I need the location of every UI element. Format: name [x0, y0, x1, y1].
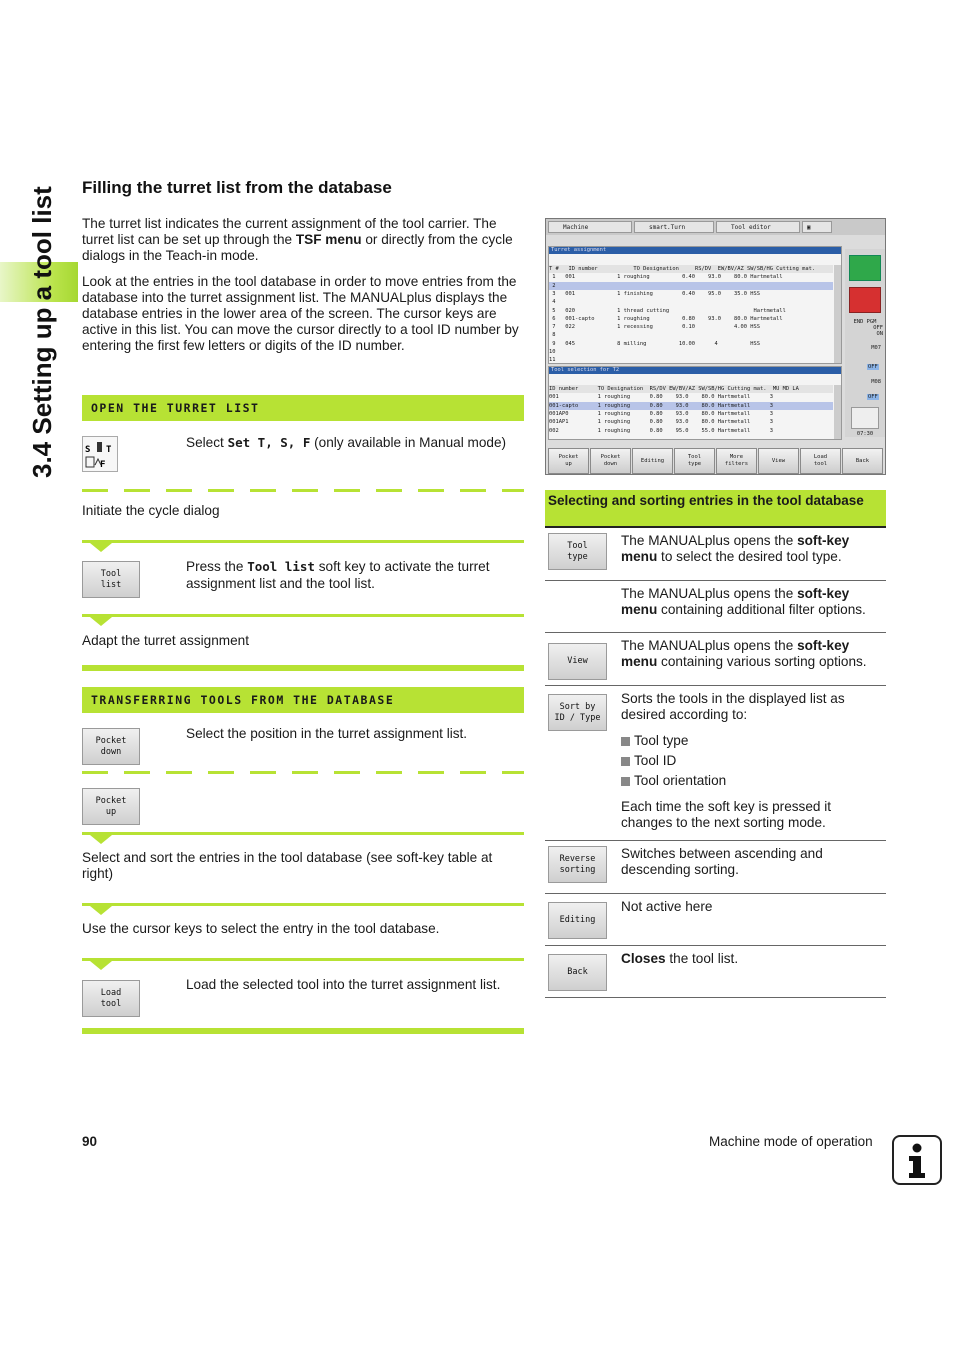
pocket-up-softkey[interactable]: Pocket up — [82, 788, 140, 825]
tool-selection-title: Tool selection for T2 — [549, 367, 841, 374]
tool-list-softkey[interactable]: Tool list — [82, 561, 140, 598]
tool-type-softkey[interactable]: Tool type — [674, 448, 715, 474]
table-row[interactable]: 3 001 1 finishing 0.40 95.0 35.0 HSS — [549, 290, 760, 297]
back-softkey[interactable]: Back — [842, 448, 883, 474]
set-tsf-icon — [82, 436, 118, 472]
cycle-stop-icon[interactable] — [849, 287, 881, 313]
dashed-divider — [82, 489, 524, 492]
row-description: The MANUALplus opens the soft-key menu to select the desired tool type. — [621, 533, 850, 564]
row-description: The MANUALplus opens the soft-key menu containing additional filter options. — [621, 586, 866, 617]
load-tool-softkey[interactable]: Load tool — [800, 448, 841, 474]
table-row[interactable]: 11 — [549, 357, 556, 364]
dashed-divider — [82, 771, 524, 774]
end-pgm-off[interactable]: OFF — [873, 325, 883, 331]
m07-label: M07 — [871, 345, 881, 351]
step-divider — [82, 614, 524, 617]
table-row — [545, 581, 886, 633]
table-row[interactable]: 001 1 roughing 0.80 93.0 80.0 Hartmetall 3 — [549, 394, 773, 401]
table-row[interactable]: 6 001-capto 1 roughing 0.80 93.0 80.0 Hartmetall — [549, 315, 783, 322]
tab-machine[interactable]: Machine — [548, 221, 632, 233]
svg-text:T: T — [106, 445, 112, 455]
view-softkey[interactable]: View — [758, 448, 799, 474]
reverse-sorting-softkey[interactable]: Reverse sorting — [548, 846, 607, 883]
open-step-select-tsf: Select Set T, S, F (only available in Manual mode) — [186, 435, 507, 450]
list-item: Tool ID — [621, 753, 885, 769]
page-number: 90 — [82, 1134, 98, 1149]
table-row[interactable]: 001-capto 1 roughing 0.80 93.0 80.0 Hartmetall 3 — [549, 402, 833, 410]
open-step-adapt: Adapt the turret assignment — [82, 633, 249, 648]
info-icon — [892, 1135, 942, 1185]
turret-assignment-panel — [548, 246, 842, 364]
step-divider — [82, 832, 524, 835]
svg-text:S: S — [85, 445, 91, 455]
tool-orientation-icon — [851, 407, 879, 429]
table-row[interactable]: 7 022 1 recessing 0.10 4.00 HSS — [549, 324, 760, 331]
step-arrow-icon — [90, 961, 112, 970]
m08-label: M08 — [871, 379, 881, 385]
table-row[interactable]: 10 — [549, 349, 556, 355]
softkey-bar — [548, 448, 885, 474]
step-arrow-icon — [90, 543, 112, 552]
row-description: Switches between ascending and descending sorting. — [621, 846, 823, 877]
tool-selection-panel — [548, 366, 842, 440]
table-row[interactable]: 001AP1 1 roughing 0.80 93.0 80.0 Hartmetall 3 — [549, 419, 773, 426]
table-row[interactable]: 001AP0 1 roughing 0.80 93.0 80.0 Hartmetall 3 — [549, 410, 773, 417]
m08-off[interactable]: OFF — [868, 394, 878, 400]
table-row — [545, 633, 886, 686]
table-row[interactable]: 2 — [549, 282, 833, 290]
open-step-initiate: Initiate the cycle dialog — [82, 503, 220, 518]
turret-panel-title: Turret assignment — [549, 247, 841, 254]
intro-paragraph-1: The turret list indicates the current assignment of the tool carrier. The turret list can be set up through the TSF menu or directly from the cycle dialogs in the Teach-in mode. — [82, 216, 513, 263]
step-divider — [82, 958, 524, 961]
editing-softkey[interactable]: Editing — [548, 902, 607, 939]
list-item: Tool orientation — [621, 773, 885, 789]
turret-column-headers: T # ID number TO Designation RS/DV EW/BV/AZ SW/SB/HG Cutting mat. — [549, 265, 833, 273]
row-description: Closes the tool list. — [621, 951, 739, 966]
table-row — [545, 686, 886, 841]
back-softkey[interactable]: Back — [548, 954, 607, 991]
svg-text:F: F — [100, 460, 106, 470]
machine-status-panel — [845, 249, 885, 437]
m07-off[interactable]: OFF — [868, 364, 878, 370]
db-scrollbar[interactable] — [834, 385, 841, 439]
section-end-bar — [82, 665, 524, 671]
transfer-step-select-position: Select the position in the turret assignment list. — [186, 726, 468, 741]
end-pgm-on[interactable]: ON — [876, 331, 883, 337]
table-row[interactable]: 5 020 1 thread cutting Hartmetall — [549, 307, 786, 314]
row-description: The MANUALplus opens the soft-key menu containing various sorting options. — [621, 638, 867, 669]
table-row[interactable]: 9 045 8 milling 10.00 4 HSS — [549, 340, 760, 347]
transfer-step-cursor: Use the cursor keys to select the entry in the tool database. — [82, 921, 440, 936]
softkey-table-title: Selecting and sorting entries in the tool database — [545, 490, 886, 528]
table-row — [545, 946, 886, 998]
open-turret-heading: OPEN THE TURRET LIST — [82, 395, 524, 421]
step-arrow-icon — [90, 835, 112, 844]
transfer-step-sort: Select and sort the entries in the tool database (see soft-key table at right) — [82, 850, 493, 881]
more-filters-softkey[interactable]: More filters — [716, 448, 757, 474]
section-end-bar — [82, 1028, 524, 1034]
mode-tabs — [546, 219, 886, 235]
step-arrow-icon — [90, 906, 112, 915]
db-column-headers: ID number TO Designation RS/DV EW/BV/AZ SW/SB/HG Cutting mat. MU MD LA — [549, 385, 833, 393]
cycle-start-icon[interactable] — [849, 255, 881, 281]
editing-softkey[interactable]: Editing — [632, 448, 673, 474]
tab-tool-editor[interactable]: Tool editor — [716, 221, 800, 233]
table-row[interactable]: 002 1 roughing 0.80 95.0 55.0 Hartmetall 3 — [549, 427, 773, 434]
clipboard-row — [549, 255, 833, 263]
sort-by-softkey[interactable]: Sort by ID / Type — [548, 694, 607, 731]
transfer-step-load: Load the selected tool into the turret assignment list. — [186, 977, 501, 992]
row-description: Sorts the tools in the displayed list as desired according to: Tool type Tool ID Tool orientation Each time the soft key is pressed it changes to the next sorting mode. — [621, 691, 885, 831]
pocket-up-softkey[interactable]: Pocket up — [548, 448, 589, 474]
table-row — [545, 841, 886, 894]
page-heading: Filling the turret list from the database — [82, 178, 392, 197]
step-divider — [82, 903, 524, 906]
manualplus-screenshot — [545, 218, 886, 475]
tool-type-softkey[interactable]: Tool type — [548, 533, 607, 570]
pocket-down-softkey[interactable]: Pocket down — [82, 728, 140, 765]
section-tab-title: 3.4 Setting up a tool list — [27, 186, 57, 478]
save-icon[interactable]: ▣ — [802, 221, 832, 233]
table-row — [545, 528, 886, 581]
view-softkey[interactable]: View — [548, 643, 607, 680]
open-step-press-tool-list: Press the Tool list soft key to activate the turret assignment list and the tool list. — [186, 559, 490, 591]
row-description: Not active here — [621, 899, 713, 914]
table-row[interactable]: 1 001 1 roughing 0.40 93.0 80.0 Hartmetall — [549, 274, 783, 281]
step-arrow-icon — [90, 617, 112, 626]
step-divider — [82, 540, 524, 543]
table-row[interactable]: 4 — [549, 299, 556, 306]
turret-scrollbar[interactable] — [834, 265, 841, 363]
chapter-title: Machine mode of operation — [709, 1134, 873, 1149]
tab-smart-turn[interactable]: smart.Turn — [634, 221, 714, 233]
clock-label: 07:30 — [856, 431, 874, 437]
transfer-heading: TRANSFERRING TOOLS FROM THE DATABASE — [82, 687, 524, 713]
list-item: Tool type — [621, 733, 885, 749]
table-row — [545, 894, 886, 946]
pocket-down-softkey[interactable]: Pocket down — [590, 448, 631, 474]
load-tool-softkey[interactable]: Load tool — [82, 980, 140, 1017]
end-pgm-label: END PGM — [853, 319, 877, 325]
filter-row — [549, 375, 833, 383]
intro-paragraph-2: Look at the entries in the tool database in order to move entries from the database into the turret assignment list. The MANUALplus displays the database entries in the lower area of the screen. The cursor keys are active in this list. You can move the cursor directly to a tool ID number by entering the first few letters or digits of the ID number. — [82, 274, 519, 353]
table-row[interactable]: 8 — [549, 332, 556, 339]
